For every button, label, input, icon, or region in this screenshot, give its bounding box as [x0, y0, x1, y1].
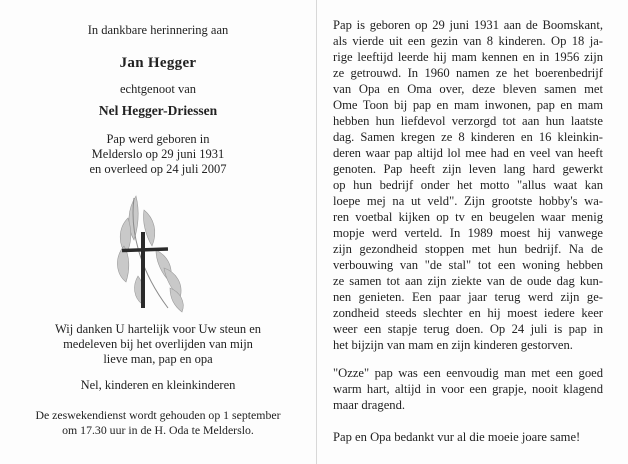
cross-emblem — [108, 188, 198, 314]
life-line: Melderslo op 29 juni 1931 — [91, 147, 225, 161]
thanks-line: medeleven bij het overlijden van mijn — [63, 337, 253, 351]
thanks-line: Wij danken U hartelijk voor Uw steun en — [54, 322, 262, 336]
life-line: Pap werd geboren in — [106, 132, 210, 146]
bio-line: zijn gezondheid stoppen met hun bedrijf. Na de — [333, 242, 603, 256]
bio-line: rige leeftijd leerde hij mam kennen en in 1956 zijn — [333, 50, 603, 64]
bio-line: genoten. Pap heeft zijn leven lang hard gewerkt — [333, 162, 603, 176]
bio-line: verbouwing van "de stal" tot een woning hebben — [333, 258, 603, 272]
bio-line: het bijzijn van mam en zijn kinderen gestorven. — [333, 338, 573, 352]
right-panel — [333, 17, 603, 444]
tribute-line: maar dragend. — [333, 398, 406, 412]
life-dates — [0, 132, 316, 177]
closing-line: Pap en Opa bedankt vur al die moeie joare same! — [333, 430, 581, 444]
leaf-spray — [117, 196, 183, 312]
bio-line: nen genieten. Een paar jaar terug werd zijn ge- — [333, 290, 603, 304]
bio-line: dag. Samen kregen ze 8 kinderen en 16 kleinkin- — [333, 130, 603, 144]
bio-line: als vierde uit een gezin van 8 kinderen. Op 18 ja- — [333, 34, 603, 48]
cross-vertical — [141, 232, 145, 308]
spouse-name: Nel Hegger-Driessen — [98, 103, 218, 118]
bio-line: Pap is geboren op 29 juni 1931 aan de Boomskant, — [333, 18, 603, 32]
bio-line: van Opa en Oma over, deze bleven samen met — [333, 82, 603, 96]
bio-line: weer een stapje terug doen. Op 24 juli is pap in — [333, 322, 603, 336]
service-notice — [0, 408, 316, 438]
bio-line: hebben hun liefdevol verzorgd tot aan hun laatste — [333, 114, 603, 128]
bio-line: mopje werd verteld. In 1989 moest hij vanwege — [333, 226, 603, 240]
service-line: om 17.30 uur in de H. Oda te Melderslo. — [62, 423, 254, 437]
relation-text: echtgenoot van — [119, 82, 196, 96]
thanks-line: lieve man, pap en opa — [103, 352, 213, 366]
tribute-paragraph — [333, 365, 603, 413]
life-line: en overleed op 24 juli 2007 — [89, 162, 227, 176]
intro-text: In dankbare herinnering aan — [87, 23, 229, 37]
bio-line: loepe mej na ut veld". Zijn grootste hobby's wa- — [333, 194, 603, 208]
service-line: De zeswekendienst wordt gehouden op 1 september — [35, 408, 281, 422]
fold-line — [316, 0, 317, 464]
tribute-line: warm hart, altijd in voor een grapje, nooit klagend — [333, 382, 603, 396]
bio-line: deren waar pap altijd lol mee had en veel van heeft — [333, 146, 603, 160]
bio-line: ren voetbal kijken op tv en beugelen waar menig — [333, 210, 603, 224]
tribute-line: "Ozze" pap was een eenvoudig man met een goed — [333, 366, 603, 380]
bio-line: Ome Toon bij pap en mam inwonen, pap en mam — [333, 98, 603, 112]
bio-line: op hun bedrijf onder het motto "allus waat kan — [333, 178, 603, 192]
family-signature: Nel, kinderen en kleinkinderen — [80, 378, 236, 392]
biography-paragraph — [333, 17, 603, 353]
thanks-text — [0, 322, 316, 367]
bio-line: ze samen tot aan zijn ziekte van de oude dag kun- — [333, 274, 603, 288]
bio-line: ze getrouwd. In 1960 namen ze het boerenbedrijf — [333, 66, 603, 80]
bio-line: zondheid steeds slechter en hij moest iedere keer — [333, 306, 603, 320]
deceased-name: Jan Hegger — [119, 55, 197, 71]
